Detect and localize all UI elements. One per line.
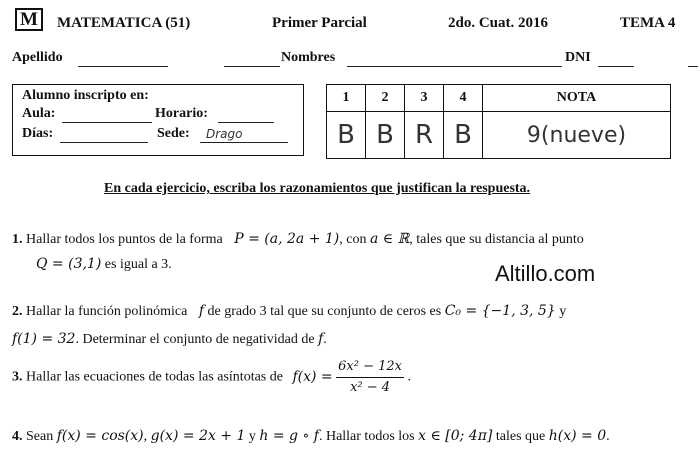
exercise-1-text-a: Hallar todos los puntos de la forma xyxy=(26,232,223,247)
exercise-3-number: 3. xyxy=(12,369,23,385)
exercise-4-math-interval: x ∈ [0; 4π] xyxy=(418,428,493,444)
apellido-line[interactable] xyxy=(78,66,168,67)
exercise-4-text-b: , xyxy=(143,429,148,444)
exercise-2-line-1 xyxy=(12,303,566,320)
dias-label: Días: xyxy=(22,126,54,141)
exam-title: Primer Parcial xyxy=(272,15,367,31)
horario-label: Horario: xyxy=(155,106,208,121)
grade-value-4: B xyxy=(444,112,483,159)
exercise-1-math-point-p: P = (a, 2a + 1) xyxy=(234,231,340,247)
sede-handwritten: Drago xyxy=(206,127,243,141)
m-box: M xyxy=(15,8,43,31)
dni-line-2[interactable] xyxy=(688,66,698,67)
exercise-1-text-d: es igual a 3. xyxy=(104,257,172,272)
tema-label: TEMA 4 xyxy=(620,15,676,31)
exercise-2-text-e: . xyxy=(323,332,327,347)
exercise-1-text-b: , con xyxy=(339,232,367,247)
exercise-1-math-a-real: a ∈ ℝ xyxy=(369,231,410,247)
dni-line[interactable] xyxy=(598,66,634,67)
apellido-label: Apellido xyxy=(12,50,63,65)
grade-header-1: 1 xyxy=(327,85,366,112)
exercise-4-number: 4. xyxy=(12,429,23,444)
exercise-2-number: 2. xyxy=(12,304,23,319)
exercise-4-text-f: . xyxy=(606,429,610,444)
grades-table xyxy=(326,84,671,159)
exercise-3-fraction xyxy=(336,357,404,398)
nombres-line[interactable] xyxy=(347,66,562,67)
grade-header-nota: NOTA xyxy=(483,85,671,112)
dias-line[interactable] xyxy=(60,142,148,143)
exercise-1-number: 1. xyxy=(12,232,23,247)
exercise-4-math-h: h = g ∘ f xyxy=(259,428,319,444)
exercise-4-text-e: tales que xyxy=(495,429,546,444)
exercise-3-math-fx: f(x) = xyxy=(292,368,333,385)
grades-header-row xyxy=(327,85,671,112)
exercise-4-math-g: g(x) = 2x + 1 xyxy=(150,428,246,444)
alumno-title: Alumno inscripto en: xyxy=(22,88,149,103)
exercise-4-text-a: Sean xyxy=(26,429,54,444)
term-label: 2do. Cuat. 2016 xyxy=(448,15,549,31)
nombres-label: Nombres xyxy=(281,50,336,65)
exercise-2-math-zeros: C₀ = {−1, 3, 5} xyxy=(444,303,556,319)
exercise-2-text-d: . Determinar el conjunto de negatividad de xyxy=(75,332,315,347)
exercise-2-text-c: y xyxy=(559,304,567,319)
aula-label: Aula: xyxy=(22,106,56,121)
apellido-line-2[interactable] xyxy=(224,66,280,67)
exercise-3-numerator: 6x² − 12x xyxy=(336,357,404,378)
grade-header-2: 2 xyxy=(366,85,405,112)
dni-label: DNI xyxy=(565,50,591,65)
exercise-1-math-point-q: Q = (3,1) xyxy=(36,256,102,272)
exercise-3-text-a: Hallar las ecuaciones de todas las asíntotas de xyxy=(26,369,283,385)
grade-value-3: R xyxy=(405,112,444,159)
exercise-3-text-b: . xyxy=(407,369,412,385)
grade-value-2: B xyxy=(366,112,405,159)
exercise-4-math-hx: h(x) = 0 xyxy=(548,428,607,444)
watermark: Altillo.com xyxy=(495,261,596,286)
exercise-1-line-1 xyxy=(12,231,584,248)
exercise-2-math-f1: f(1) = 32 xyxy=(12,331,76,347)
sede-label: Sede: xyxy=(157,126,190,141)
exercise-4-text-c: y xyxy=(248,429,256,444)
grade-header-3: 3 xyxy=(405,85,444,112)
grades-value-row xyxy=(327,112,671,159)
aula-line[interactable] xyxy=(62,122,152,123)
exercise-2-text-b: de grado 3 tal que su conjunto de ceros es xyxy=(207,304,442,319)
exercise-4-text-d: . Hallar todos los xyxy=(318,429,415,444)
exercise-3-line xyxy=(12,357,411,398)
exercise-2-math-f-2: f xyxy=(318,331,324,347)
exercise-2-math-f: f xyxy=(198,303,205,319)
exercise-3-denominator: x² − 4 xyxy=(350,380,391,395)
grade-header-4: 4 xyxy=(444,85,483,112)
grade-value-1: B xyxy=(327,112,366,159)
grade-value-nota: 9(nueve) xyxy=(483,112,671,159)
instructions: En cada ejercicio, escriba los razonamientos que justifican la respuesta. xyxy=(104,181,531,196)
course-title: MATEMATICA (51) xyxy=(57,15,191,31)
exercise-2-line-2 xyxy=(12,331,327,348)
exercise-1-line-2 xyxy=(36,256,172,273)
horario-line[interactable] xyxy=(218,122,274,123)
sede-line[interactable] xyxy=(200,142,288,143)
exercise-1-text-c: , tales que su distancia al punto xyxy=(409,232,584,247)
exercise-2-text-a: Hallar la función polinómica xyxy=(26,304,188,319)
exercise-4-line xyxy=(12,428,610,445)
exercise-4-math-f: f(x) = cos(x) xyxy=(56,428,144,444)
